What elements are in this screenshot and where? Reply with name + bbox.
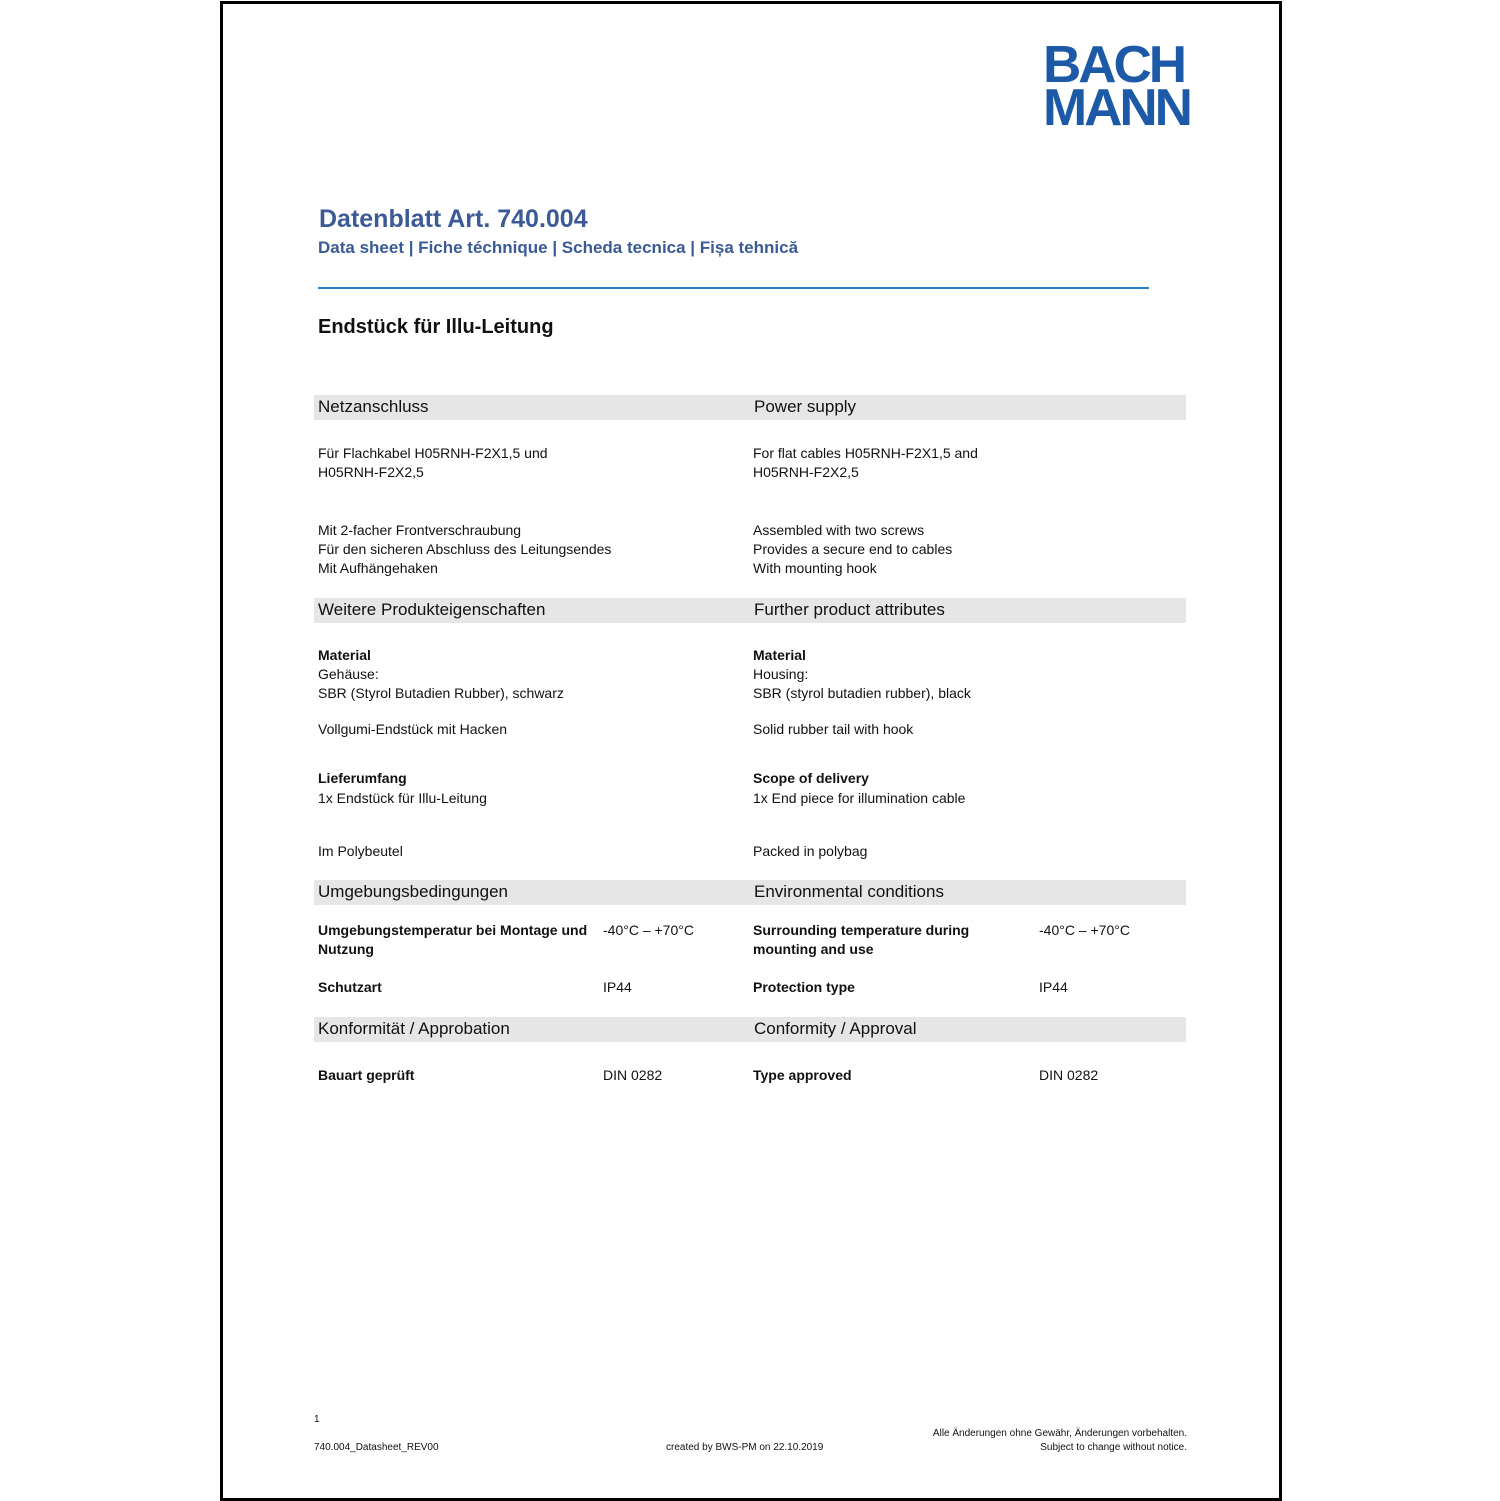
section-heading-en: Environmental conditions xyxy=(754,882,944,901)
power-cable-de-line1: Für Flachkabel H05RNH-F2X1,5 und xyxy=(318,445,548,461)
section-heading-en: Further product attributes xyxy=(754,600,945,619)
material-label-de: Material xyxy=(318,647,371,663)
bachmann-logo xyxy=(1043,36,1196,137)
housing-value-de: SBR (Styrol Butadien Rubber), schwarz xyxy=(318,685,564,701)
section-heading-en: Power supply xyxy=(754,397,857,416)
disclaimer-de: Alle Änderungen ohne Gewähr, Änderungen vorbehalten. xyxy=(932,1428,1187,1439)
document-subtitle: Data sheet | Fiche téchnique | Scheda tecnica | Fișa tehnică xyxy=(318,238,799,257)
section-heading-en: Conformity / Approval xyxy=(754,1019,917,1038)
conformity-label-de: Bauart geprüft xyxy=(318,1067,415,1083)
power-feature-en: With mounting hook xyxy=(753,560,877,576)
header-divider xyxy=(318,287,1149,289)
temp-label-en-line2: mounting and use xyxy=(753,941,874,957)
created-by: created by BWS-PM on 22.10.2019 xyxy=(666,1442,824,1453)
power-feature-de: Mit 2-facher Frontverschraubung xyxy=(318,522,522,538)
power-feature-de: Mit Aufhängehaken xyxy=(318,560,438,576)
power-cable-en-line2: H05RNH-F2X2,5 xyxy=(753,464,859,480)
section-heading-de: Weitere Produkteigenschaften xyxy=(318,600,546,619)
temp-label-en-line1: Surrounding temperature during xyxy=(753,922,970,938)
housing-value-en: SBR (styrol butadien rubber), black xyxy=(753,685,971,701)
logo-line-1: BACH xyxy=(1043,36,1184,94)
delivery-label-de: Lieferumfang xyxy=(318,770,407,786)
protection-label-de: Schutzart xyxy=(318,979,382,995)
temp-label-de-line2: Nutzung xyxy=(318,941,374,957)
conformity-value-de: DIN 0282 xyxy=(603,1067,663,1083)
housing-label-de: Gehäuse: xyxy=(318,666,379,682)
logo-line-2: MANN xyxy=(1043,79,1190,137)
page-number: 1 xyxy=(314,1414,320,1425)
section-heading-de: Umgebungsbedingungen xyxy=(318,882,508,901)
section-heading-de: Netzanschluss xyxy=(318,397,429,416)
packing-de: Im Polybeutel xyxy=(318,843,403,859)
delivery-value-en: 1x End piece for illumination cable xyxy=(753,790,966,806)
protection-label-en: Protection type xyxy=(753,979,855,995)
conformity-label-en: Type approved xyxy=(753,1067,852,1083)
tail-de: Vollgumi-Endstück mit Hacken xyxy=(318,721,508,737)
temp-value-en: -40°C – +70°C xyxy=(1039,922,1130,938)
temp-label-de-line1: Umgebungstemperatur bei Montage und xyxy=(318,922,588,938)
power-feature-en: Provides a secure end to cables xyxy=(753,541,953,557)
document-id: 740.004_Datasheet_REV00 xyxy=(314,1442,439,1453)
delivery-value-de: 1x Endstück für Illu-Leitung xyxy=(318,790,487,806)
power-feature-en: Assembled with two screws xyxy=(753,522,925,538)
housing-label-en: Housing: xyxy=(753,666,809,682)
document-title: Datenblatt Art. 740.004 xyxy=(319,205,588,233)
packing-en: Packed in polybag xyxy=(753,843,868,859)
section-heading-de: Konformität / Approbation xyxy=(318,1019,510,1038)
power-cable-de-line2: H05RNH-F2X2,5 xyxy=(318,464,424,480)
protection-value-de: IP44 xyxy=(603,979,632,995)
section-bar-power xyxy=(314,395,1186,420)
tail-en: Solid rubber tail with hook xyxy=(753,721,914,737)
section-bar-conformity xyxy=(314,1017,1186,1042)
power-cable-en-line1: For flat cables H05RNH-F2X1,5 and xyxy=(753,445,978,461)
section-bar-environment xyxy=(314,880,1186,905)
product-name: Endstück für Illu-Leitung xyxy=(318,316,554,338)
protection-value-en: IP44 xyxy=(1039,979,1068,995)
disclaimer-en: Subject to change without notice. xyxy=(1040,1442,1187,1453)
delivery-label-en: Scope of delivery xyxy=(753,770,869,786)
conformity-value-en: DIN 0282 xyxy=(1039,1067,1099,1083)
temp-value-de: -40°C – +70°C xyxy=(603,922,694,938)
power-feature-de: Für den sicheren Abschluss des Leitungsendes xyxy=(318,541,612,557)
section-bar-attributes xyxy=(314,598,1186,623)
material-label-en: Material xyxy=(753,647,806,663)
